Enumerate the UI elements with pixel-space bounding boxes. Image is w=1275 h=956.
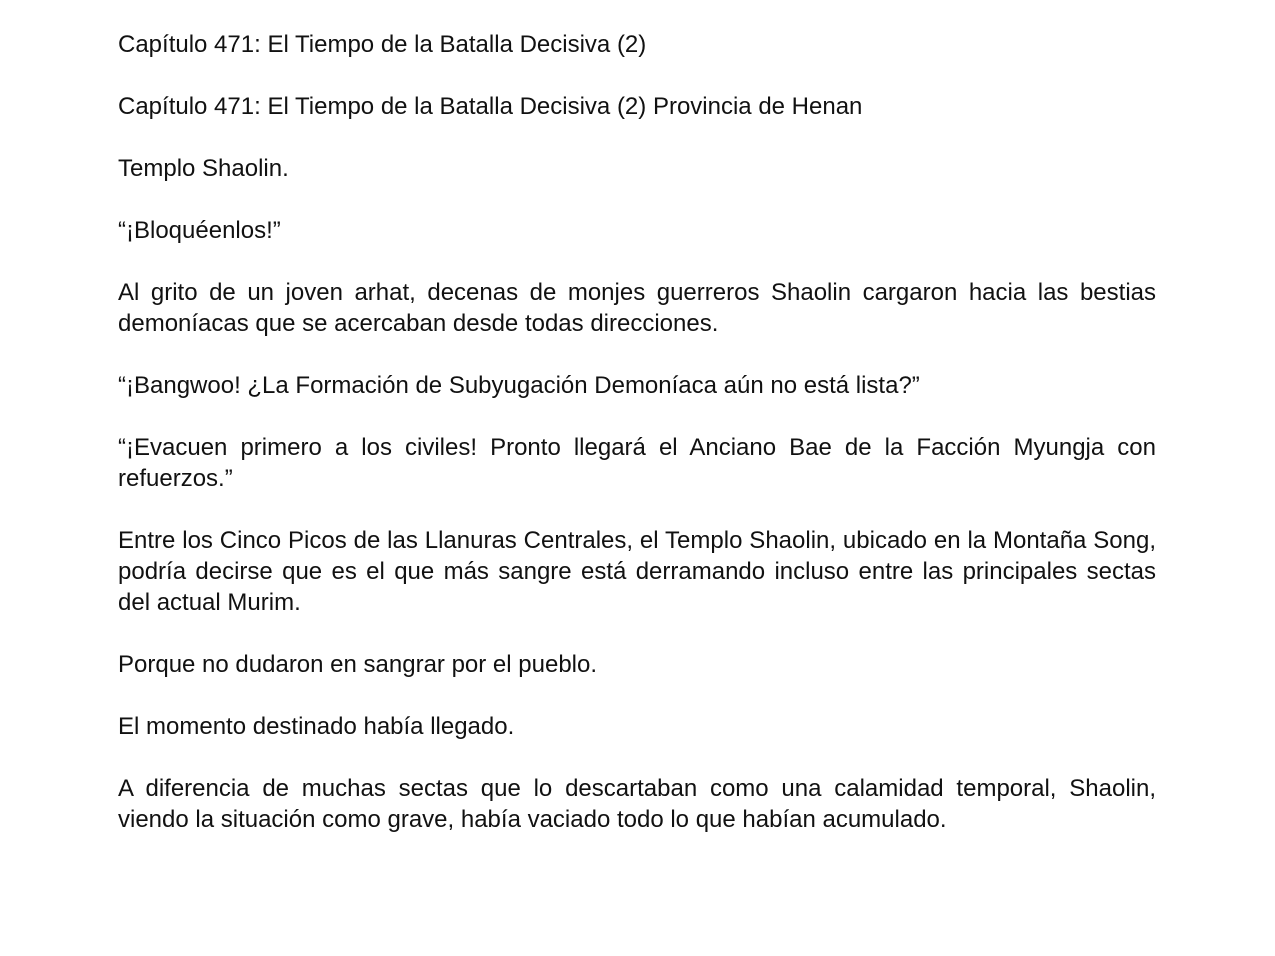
paragraph-dialogue-bangwoo: “¡Bangwoo! ¿La Formación de Subyugación Demoníaca aún no está lista?” <box>118 372 920 399</box>
paragraph-temple: Templo Shaolin. <box>118 155 289 182</box>
paragraph-bleed: Porque no dudaron en sangrar por el pueblo. <box>118 651 598 678</box>
paragraph-chapter-location: Capítulo 471: El Tiempo de la Batalla Decisiva (2) Provincia de Henan <box>118 93 863 120</box>
chapter-heading: Capítulo 471: El Tiempo de la Batalla Decisiva (2) <box>118 31 647 58</box>
paragraph-destined-moment: El momento destinado había llegado. <box>118 713 515 740</box>
document-page <box>118 29 1156 866</box>
paragraph-five-peaks: Entre los Cinco Picos de las Llanuras Centrales, el Templo Shaolin, ubicado en la Montaña Song, podría decirse que es el que más sangre está derramando incluso entre las principales sectas del actual Murim. <box>118 527 1156 616</box>
paragraph-monks-charge: Al grito de un joven arhat, decenas de monjes guerreros Shaolin cargaron hacia las bestias demoníacas que se acercaban desde todas direcciones. <box>118 279 1156 337</box>
paragraph-shaolin-resources: A diferencia de muchas sectas que lo descartaban como una calamidad temporal, Shaolin, viendo la situación como grave, había vaciado todo lo que habían acumulado. <box>118 775 1156 833</box>
paragraph-dialogue-evacuate: “¡Evacuen primero a los civiles! Pronto llegará el Anciano Bae de la Facción Myungja con refuerzos.” <box>118 434 1156 492</box>
paragraph-dialogue-block: “¡Bloquéenlos!” <box>118 217 281 244</box>
